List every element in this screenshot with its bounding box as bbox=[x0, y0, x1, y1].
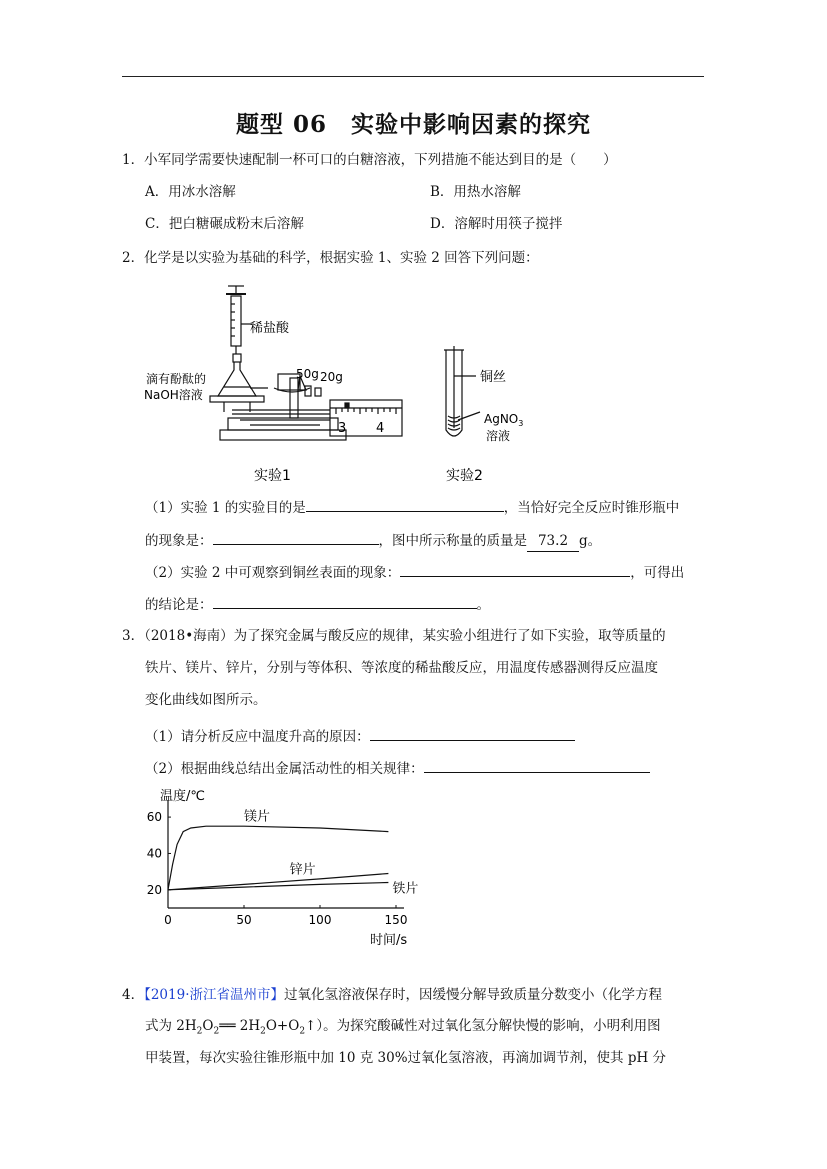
top-rule bbox=[122, 76, 704, 77]
q4-eq-o: O bbox=[202, 1018, 214, 1034]
label-phenolphthalein: 滴有酚酞的 bbox=[146, 372, 207, 386]
conical-flask bbox=[218, 362, 256, 396]
q4-source-link[interactable]: 【2019·浙江省温州市】 bbox=[144, 987, 284, 1003]
x-tick-label: 50 bbox=[236, 913, 252, 927]
label-copper-wire: 铜丝 bbox=[480, 370, 507, 385]
q4-line1 bbox=[122, 985, 662, 1005]
q3-part1 bbox=[145, 726, 575, 747]
q4-eq-sign: ══ bbox=[219, 1018, 236, 1034]
temperature-time-chart bbox=[140, 782, 440, 952]
q1-option-c: C．把白糖碾成粉末后溶解 bbox=[145, 216, 304, 232]
q2-part1-blank-purpose[interactable] bbox=[306, 497, 504, 512]
q3-stem-line2: 铁片、镁片、锌片，分别与等体积、等浓度的稀盐酸反应，用温度传感器测得反应温度 bbox=[145, 660, 658, 676]
q4-line2 bbox=[145, 1016, 661, 1042]
series-label-3: 铁片 bbox=[392, 881, 419, 897]
q4-eq-b: 2H bbox=[235, 1018, 261, 1034]
q4-number: 4． bbox=[122, 987, 145, 1003]
scale-tick-3: 3 bbox=[338, 421, 347, 436]
q2-part1-blank-phenomenon[interactable] bbox=[213, 530, 379, 545]
caption-experiment-2: 实验2 bbox=[446, 468, 483, 484]
q2-part1-text-a: （1）实验 1 的实验目的是 bbox=[145, 500, 306, 516]
chart-ylabel: 温度/℃ bbox=[160, 789, 205, 804]
y-tick-label: 60 bbox=[146, 810, 162, 825]
chart-xlabel: 时间/s bbox=[370, 933, 408, 948]
q4-eq-a: 式为 2H bbox=[145, 1018, 197, 1034]
label-naoh-solution: NaOH溶液 bbox=[144, 388, 203, 402]
q2-part1-text-c: 的现象是： bbox=[145, 533, 213, 549]
q3-part2 bbox=[145, 758, 650, 779]
left-pan bbox=[210, 396, 264, 402]
q3-stem-line3: 变化曲线如图所示。 bbox=[145, 692, 267, 708]
label-weight-20g: 20g bbox=[320, 370, 343, 384]
q2-part2-line1 bbox=[145, 562, 684, 583]
series-label-1: 镁片 bbox=[244, 809, 271, 825]
series-line-2 bbox=[168, 874, 388, 890]
q4-text-line2: ↑）。为探究酸碱性对过氧化氢分解快慢的影响，小明利用图 bbox=[305, 1018, 661, 1034]
series-line-3 bbox=[168, 883, 388, 890]
q1-option-d: D．溶解时用筷子搅拌 bbox=[430, 216, 563, 232]
q3-part1-text: （1）请分析反应中温度升高的原因： bbox=[145, 729, 370, 745]
x-tick-label: 150 bbox=[384, 913, 408, 927]
q3-part2-text: （2）根据曲线总结出金属活动性的相关规律： bbox=[145, 761, 424, 777]
experiment-figure bbox=[140, 280, 540, 490]
q1-option-b: B．用热水溶解 bbox=[430, 184, 521, 200]
q1-option-a: A．用冰水溶解 bbox=[145, 184, 236, 200]
y-tick-label: 20 bbox=[146, 882, 162, 897]
q2-stem: 2．化学是以实验为基础的科学，根据实验 1、实验 2 回答下列问题： bbox=[122, 250, 539, 266]
x-tick-label: 100 bbox=[308, 913, 332, 927]
q2-part1-line2 bbox=[145, 530, 601, 552]
q4-sub-4: 2 bbox=[299, 1026, 306, 1037]
series-line-1 bbox=[168, 826, 388, 890]
q2-part2-text-b: ，可得出 bbox=[630, 565, 685, 581]
scale-tick-4: 4 bbox=[376, 421, 385, 436]
q3-stem-line1: 3．（2018•海南）为了探究金属与酸反应的规律，某实验小组进行了如下实验，取等质量的 bbox=[122, 628, 666, 644]
q2-part1-unit: g。 bbox=[579, 533, 602, 549]
q2-part2-text-d: 。 bbox=[476, 597, 490, 613]
q2-part1-line1 bbox=[145, 497, 679, 518]
q4-sub-1: 2 bbox=[196, 1026, 203, 1037]
q2-part2-blank-conclusion[interactable] bbox=[213, 594, 477, 609]
q1-stem: 1．小军同学需要快速配制一杯可口的白糖溶液，下列措施不能达到目的是（ ） bbox=[122, 152, 617, 168]
q4-line3: 甲装置，每次实验往锥形瓶中加 10 克 30%过氧化氢溶液，再滴加调节剂，使其 pH 分 bbox=[145, 1050, 667, 1066]
q2-part1-text-d: ，图中所示称量的质量是 bbox=[378, 533, 527, 549]
q2-part1-mass-value: 73.2 bbox=[527, 531, 579, 552]
x-tick-label: 0 bbox=[164, 913, 172, 927]
label-dilute-hcl: 稀盐酸 bbox=[250, 321, 290, 336]
q3-part2-blank[interactable] bbox=[424, 758, 650, 773]
q2-part1-text-b: ，当恰好完全反应时锥形瓶中 bbox=[503, 500, 680, 516]
q2-part2-text-a: （2）实验 2 中可观察到铜丝表面的现象： bbox=[145, 565, 401, 581]
q4-eq-c: O+O bbox=[265, 1018, 300, 1034]
caption-experiment-1: 实验1 bbox=[254, 468, 291, 484]
label-solution: 溶液 bbox=[486, 429, 511, 443]
label-weight-50g: 50g bbox=[296, 367, 319, 381]
q2-part2-text-c: 的结论是： bbox=[145, 597, 213, 613]
q2-part2-line2 bbox=[145, 594, 490, 615]
q4-sub-2: 2 bbox=[213, 1026, 220, 1037]
q4-text-line1: 过氧化氢溶液保存时，因缓慢分解导致质量分数变小（化学方程 bbox=[284, 987, 662, 1003]
series-label-2: 锌片 bbox=[289, 862, 316, 878]
q3-part1-blank[interactable] bbox=[370, 726, 575, 741]
y-tick-label: 40 bbox=[146, 846, 162, 861]
q4-sub-3: 2 bbox=[260, 1026, 266, 1037]
page-title: 题型 06 实验中影响因素的探究 bbox=[235, 111, 591, 138]
q2-part2-blank-phenomenon[interactable] bbox=[400, 562, 630, 577]
label-agno3: AgNO$_3$ bbox=[484, 412, 524, 428]
